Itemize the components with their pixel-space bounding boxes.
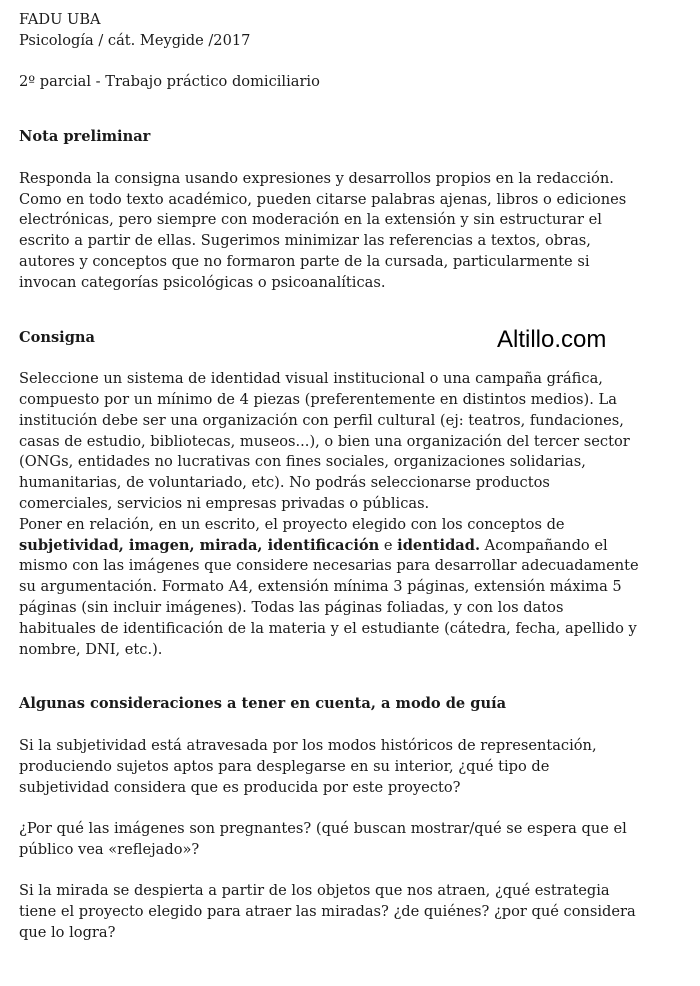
section-heading-guia: Algunas consideraciones a tener en cuenta, a modo de guía <box>19 695 507 713</box>
document-page <box>19 10 659 944</box>
section-heading-nota: Nota preliminar <box>19 128 151 146</box>
text-line: mismo con las imágenes que considere necesarias para desarrollar adecuadamente <box>19 557 639 575</box>
text-line: comerciales, servicios ni empresas privadas o públicas. <box>19 494 430 512</box>
text-line: subjetividad considera que es producida por este proyecto? <box>19 778 461 796</box>
text-line: compuesto por un mínimo de 4 piezas (preferentemente en distintos medios). La <box>19 390 617 408</box>
spacer <box>19 294 659 328</box>
text-line: Responda la consigna usando expresiones y desarrollos propios en la redacción. <box>19 169 614 187</box>
spacer <box>19 148 659 169</box>
bold-concepts: subjetividad, imagen, mirada, identificación <box>19 536 380 554</box>
text-line: nombre, DNI, etc.). <box>19 640 163 658</box>
spacer <box>19 861 659 882</box>
institution-name: FADU UBA <box>19 11 101 28</box>
consigna-paragraph <box>19 369 659 660</box>
text-line: Si la mirada se despierta a partir de los objetos que nos atraen, ¿qué estrategia <box>19 882 610 900</box>
text-line: (ONGs, entidades no lucrativas con fines sociales, organizaciones solidarias, <box>19 453 586 471</box>
watermark: Altillo.com <box>497 326 607 353</box>
text-after-bold: Acompañando el <box>480 536 608 554</box>
text-line: casas de estudio, bibliotecas, museos...), o bien una organización del tercer sector <box>19 432 630 450</box>
conjunction: e <box>379 536 398 554</box>
text-line: páginas (sin incluir imágenes). Todas las páginas foliadas, y con los datos <box>19 598 564 616</box>
text-line: electrónicas, pero siempre con moderación en la extensión y sin estructurar el <box>19 211 602 229</box>
nota-paragraph <box>19 169 659 294</box>
text-line: autores y conceptos que no formaron parte de la cursada, particularmente si <box>19 252 590 270</box>
text-line: Poner en relación, en un escrito, el proyecto elegido con los conceptos de <box>19 515 565 533</box>
text-line: institución debe ser una organización con perfil cultural (ej: teatros, fundaciones, <box>19 411 624 429</box>
course-info: Psicología / cát. Meygide /2017 <box>19 31 251 49</box>
text-line: que lo logra? <box>19 924 116 942</box>
text-line: público vea «reflejado»? <box>19 840 200 858</box>
guia-question-3 <box>19 881 659 943</box>
text-line: su argumentación. Formato A4, extensión mínima 3 páginas, extensión máxima 5 <box>19 578 622 596</box>
text-line: habituales de identificación de la materia y el estudiante (cátedra, fecha, apellido y <box>19 619 637 637</box>
spacer <box>19 660 659 694</box>
text-line: Como en todo texto académico, pueden citarse palabras ajenas, libros o ediciones <box>19 190 627 208</box>
guia-question-2 <box>19 819 659 861</box>
text-line: produciendo sujetos aptos para desplegarse en su interior, ¿qué tipo de <box>19 757 550 775</box>
spacer <box>19 715 659 736</box>
text-line: humanitarias, de voluntariado, etc). No podrás seleccionarse productos <box>19 474 550 492</box>
spacer <box>19 52 659 73</box>
text-line: Si la subjetividad está atravesada por los modos históricos de representación, <box>19 736 597 754</box>
bold-identidad: identidad. <box>397 536 481 554</box>
spacer <box>19 93 659 127</box>
spacer <box>19 798 659 819</box>
text-line: invocan categorías psicológicas o psicoanalíticas. <box>19 273 386 291</box>
text-line: tiene el proyecto elegido para atraer las miradas? ¿de quiénes? ¿por qué considera <box>19 903 636 921</box>
text-line: escrito a partir de ellas. Sugerimos minimizar las referencias a textos, obras, <box>19 232 591 250</box>
exam-title: 2º parcial - Trabajo práctico domiciliario <box>19 73 320 91</box>
concepts-line <box>19 536 659 557</box>
guia-question-1 <box>19 736 659 798</box>
section-heading-consigna: Consigna <box>19 328 95 346</box>
text-line: Seleccione un sistema de identidad visual institucional o una campaña gráfica, <box>19 370 603 388</box>
text-line: ¿Por qué las imágenes son pregnantes? (qué buscan mostrar/qué se espera que el <box>19 820 627 838</box>
